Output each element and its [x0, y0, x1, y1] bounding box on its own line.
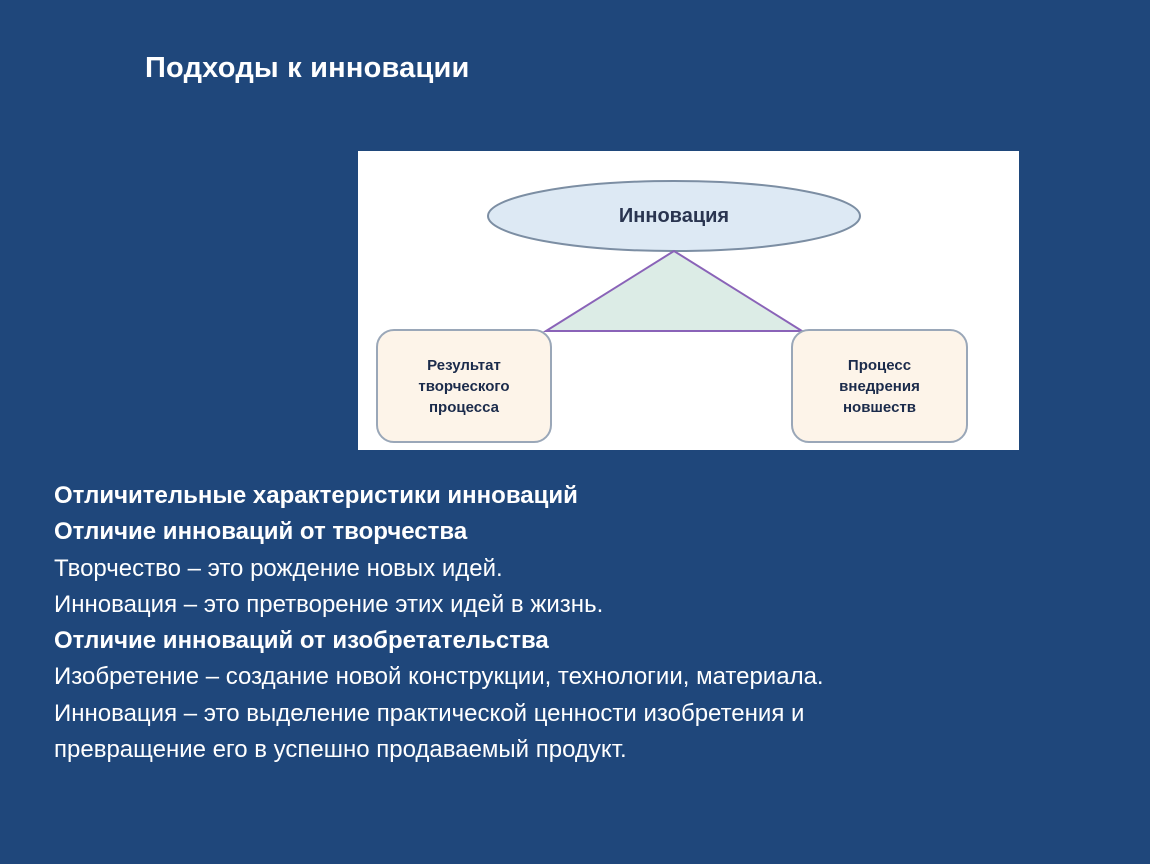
text-line: Изобретение – создание новой конструкции, технологии, материала.: [54, 663, 824, 691]
innovation-diagram: [358, 151, 1019, 450]
text-line: Инновация – это претворение этих идей в жизнь.: [54, 590, 604, 618]
box-line: процесса: [429, 398, 499, 416]
box-line: внедрения: [839, 377, 920, 395]
box-line: новшеств: [842, 398, 916, 416]
text-line: Творчество – это рождение новых идей.: [54, 554, 503, 582]
box-line: Результат: [427, 356, 501, 374]
text-line: Инновация – это выделение практической ценности изобретения и: [54, 699, 805, 727]
implementation-process-box: [791, 329, 968, 443]
box-line: творческого: [418, 377, 510, 395]
slide-title: Подходы к инновации: [145, 52, 470, 84]
creative-result-box: [376, 329, 552, 443]
text-line: превращение его в успешно продаваемый продукт.: [54, 736, 627, 764]
innovation-label: Инновация: [618, 204, 730, 227]
connector-triangle: [546, 251, 802, 331]
box-line: Процесс: [847, 356, 912, 374]
slide-body: [54, 478, 1114, 768]
heading-creativity-difference: Отличие инноваций от творчества: [54, 518, 468, 546]
heading-invention-difference: Отличие инноваций от изобретательства: [54, 627, 549, 655]
heading-characteristics: Отличительные характеристики инноваций: [54, 482, 578, 509]
